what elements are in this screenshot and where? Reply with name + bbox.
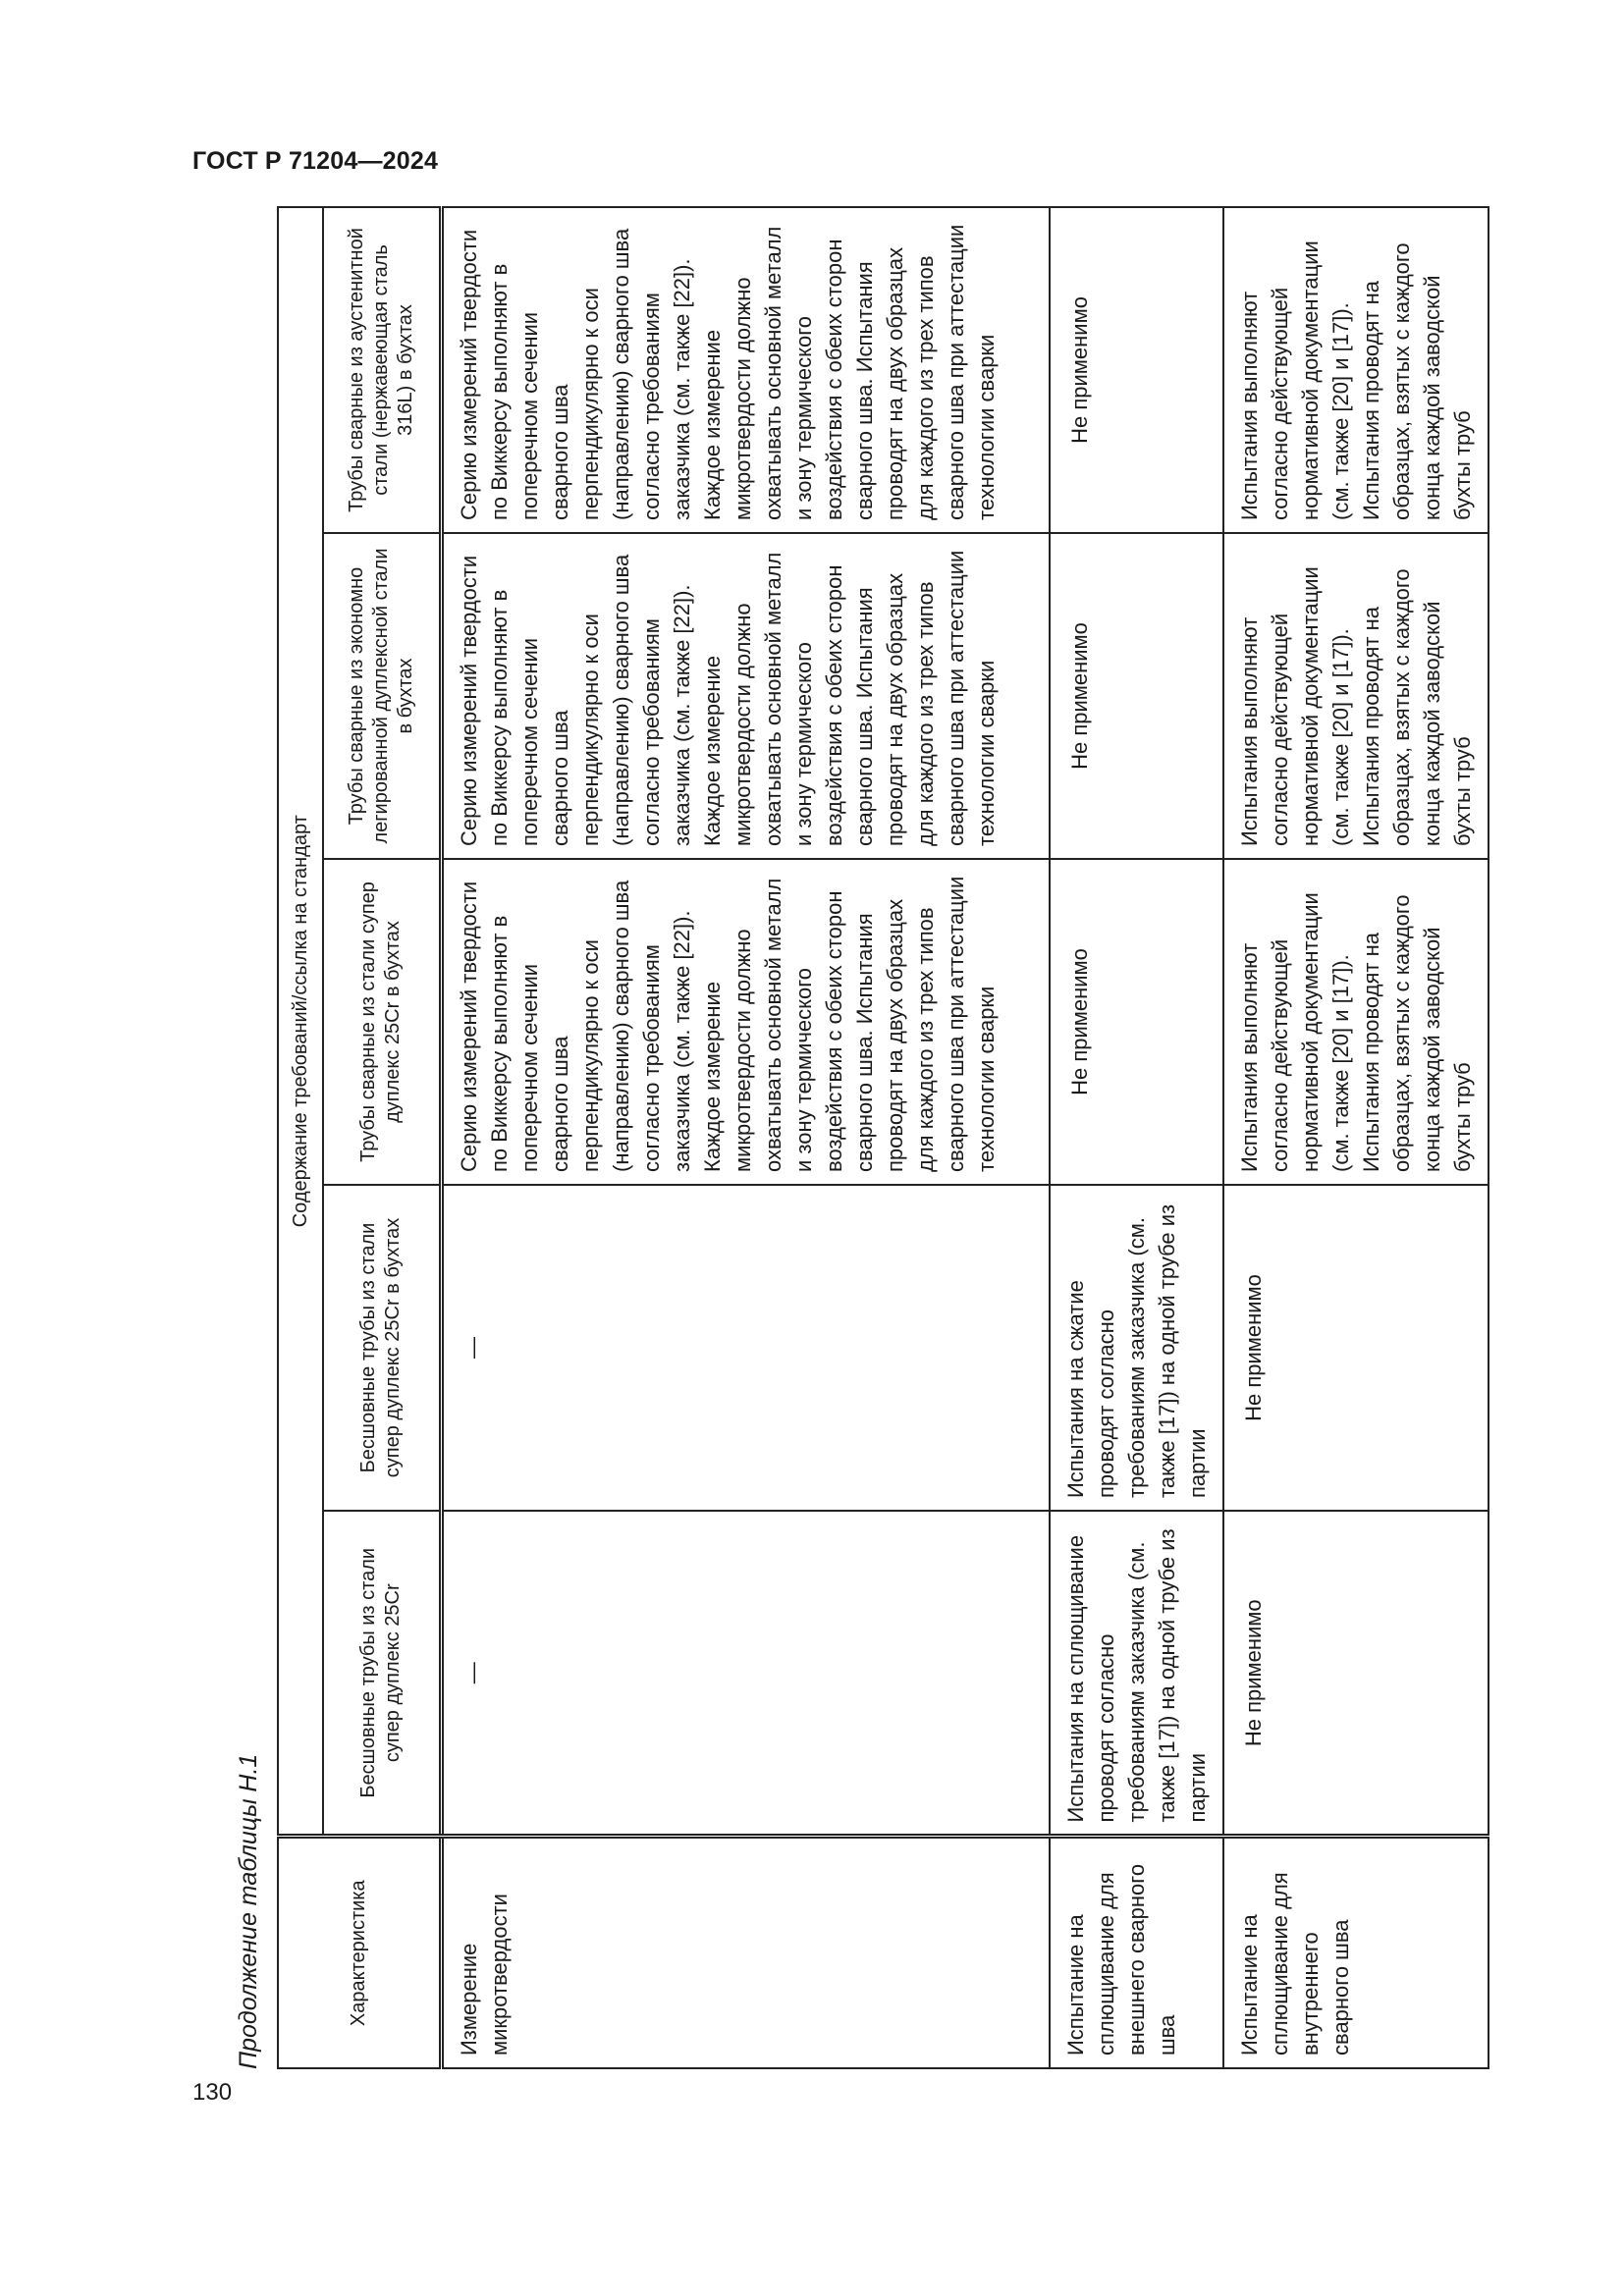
- requirements-table: [277, 206, 1489, 2069]
- header-col-1: Бесшовные трубы из стали супер дуплекс 25Cr: [323, 1511, 441, 1837]
- table-row: [441, 207, 1050, 2068]
- header-col-4: Трубы сварные из экономно легированной дуплексной стали в бухтах: [323, 533, 441, 859]
- document-header: ГОСТ Р 71204—2024: [192, 147, 439, 175]
- header-col-3: Трубы сварные из стали супер дуплекс 25Cr в бухтах: [323, 859, 441, 1185]
- header-col-5: Трубы сварные из аустенитной стали (нержавеющая сталь 316L) в бухтах: [323, 207, 441, 533]
- table-row: [1050, 207, 1223, 2068]
- row-characteristic: Испытание на сплющивание для внутреннего сварного шва: [1223, 1837, 1489, 2068]
- table-cell: Не применимо: [1223, 1185, 1489, 1511]
- header-characteristic: Характеристика: [278, 1837, 441, 2068]
- table-cell: Серию измерений твердости по Виккерсу выполняют в поперечном сечении сварного шва перпендикулярно к оси (направлению) сварного шва согласно требованиям заказчика (см. также [22]). Каждое измерение микротвердости должно охватывать основной металл и зону термического воздействия с обеих сторон сварного шва. Испытания проводят на двух образцах для каждого из трех типов сварного шва при аттестации технологии сварки: [441, 859, 1050, 1185]
- page-number: 130: [192, 2079, 233, 2106]
- table-cell: Не применимо: [1223, 1511, 1489, 1837]
- rotated-table-container: [234, 208, 1475, 2069]
- header-col-2: Бесшовные трубы из стали супер дуплекс 25Cr в бухтах: [323, 1185, 441, 1511]
- table-cell: Не применимо: [1050, 533, 1223, 859]
- table-cell: —: [441, 1511, 1050, 1837]
- table-cell: Серию измерений твердости по Виккерсу выполняют в поперечном сечении сварного шва перпендикулярно к оси (направлению) сварного шва согласно требованиям заказчика (см. также [22]). Каждое измерение микротвердости должно охватывать основной металл и зону термического воздействия с обеих сторон сварного шва. Испытания проводят на двух образцах для каждого из трех типов сварного шва при аттестации технологии сварки: [441, 533, 1050, 859]
- table-cell: Испытания выполняют согласно действующей нормативной документации (см. также [20] и [17]). Испытания проводят на образцах, взятых с каждого конца каждой заводской бухты труб: [1223, 533, 1489, 859]
- table-cell: Испытания на сплющивание проводят согласно требованиям заказчика (см. также [17]) на одной трубе из партии: [1050, 1511, 1223, 1837]
- table-row: [1223, 207, 1489, 2068]
- table-cell: Испытания выполняют согласно действующей нормативной документации (см. также [20] и [17]). Испытания проводят на образцах, взятых с каждого конца каждой заводской бухты труб: [1223, 859, 1489, 1185]
- table-caption: Продолжение таблицы Н.1: [235, 1753, 262, 2069]
- table-cell: Не применимо: [1050, 859, 1223, 1185]
- row-characteristic: Испытание на сплющивание для внешнего сварного шва: [1050, 1837, 1223, 2068]
- table-cell: Испытания выполняют согласно действующей нормативной документации (см. также [20] и [17]). Испытания проводят на образцах, взятых с каждого конца каждой заводской бухты труб: [1223, 207, 1489, 533]
- header-group: Содержание требований/ссылка на стандарт: [278, 207, 323, 1837]
- table-cell: Серию измерений твердости по Виккерсу выполняют в поперечном сечении сварного шва перпендикулярно к оси (направлению) сварного шва согласно требованиям заказчика (см. также [22]). Каждое измерение микротвердости должно охватывать основной металл и зону термического воздействия с обеих сторон сварного шва. Испытания проводят на двух образцах для каждого из трех типов сварного шва при аттестации технологии сварки: [441, 207, 1050, 533]
- table-cell: Не применимо: [1050, 207, 1223, 533]
- table-cell: —: [441, 1185, 1050, 1511]
- row-characteristic: Измерение микротвердости: [441, 1837, 1050, 2068]
- table-cell: Испытания на сжатие проводят согласно требованиям заказчика (см. также [17]) на одной трубе из партии: [1050, 1185, 1223, 1511]
